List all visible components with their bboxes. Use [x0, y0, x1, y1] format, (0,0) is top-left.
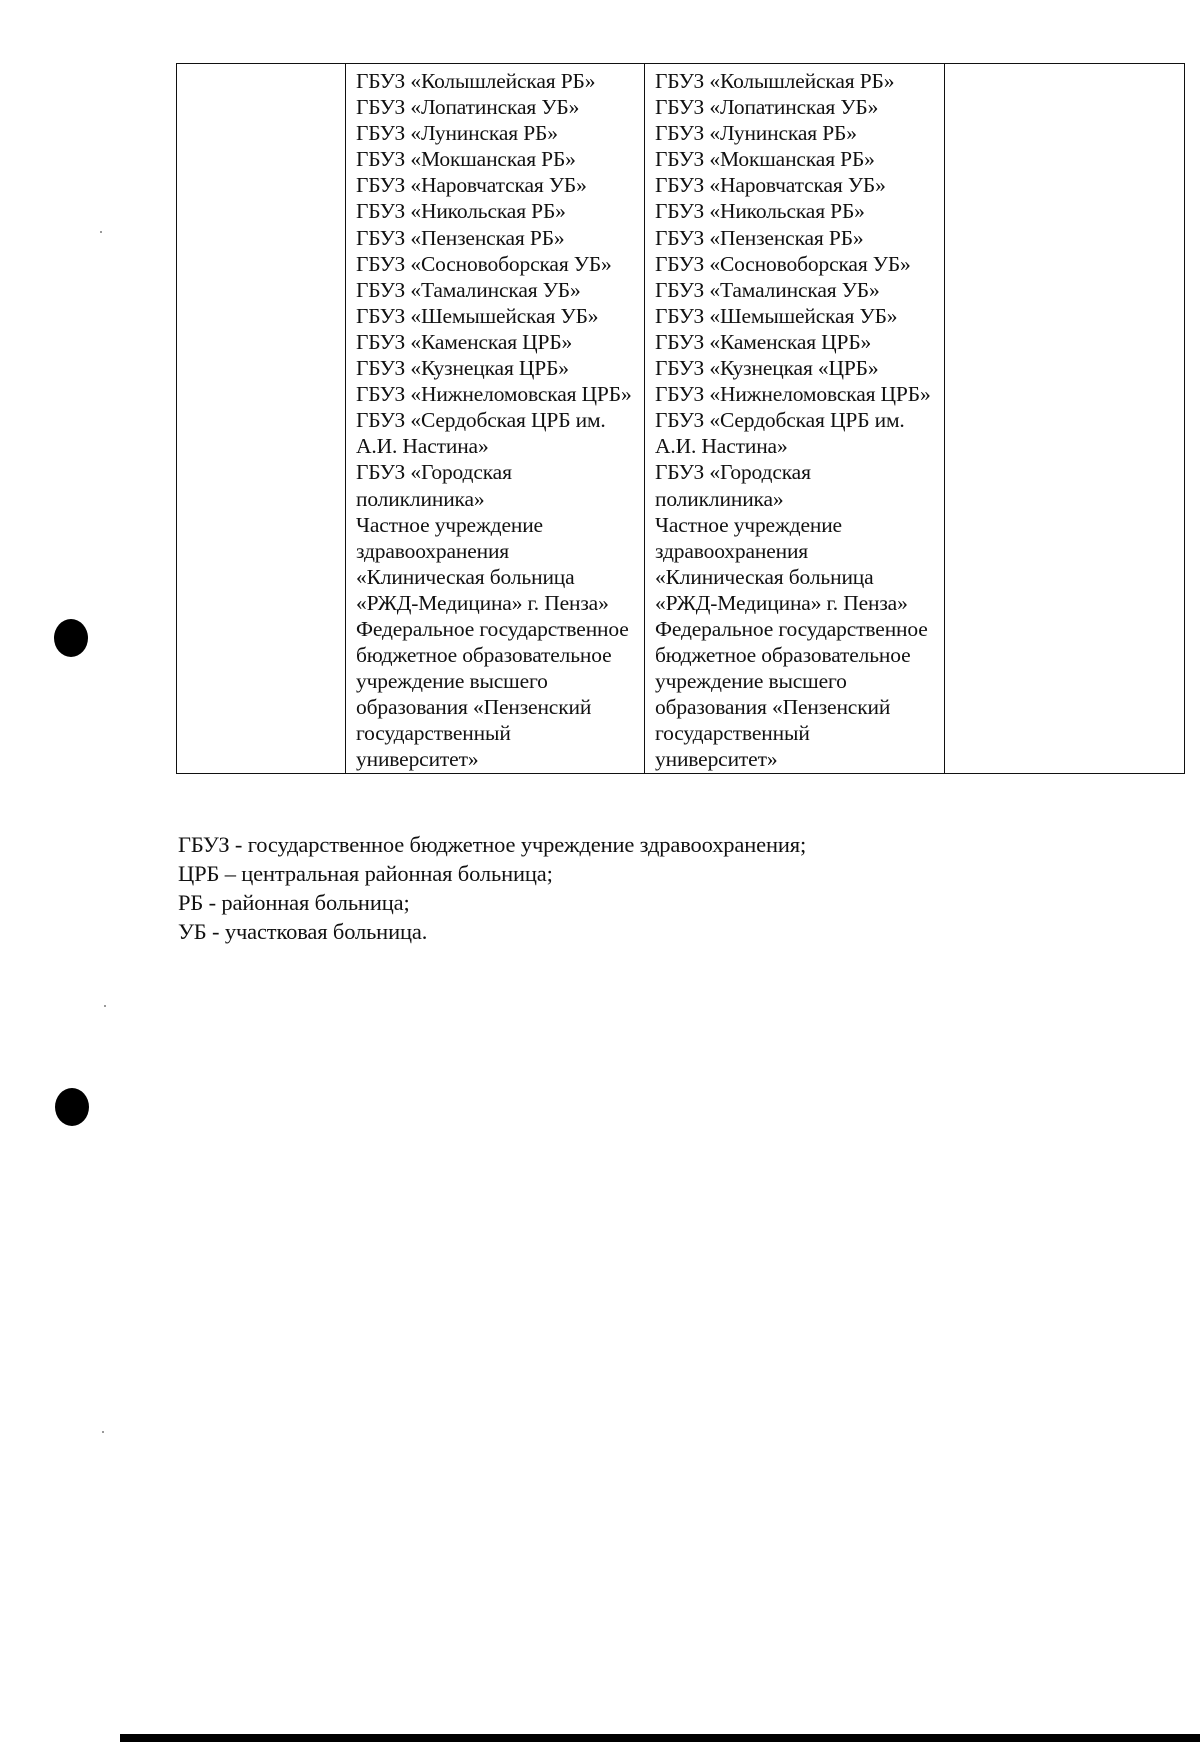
- list-item: Частное учреждение здравоохранения «Клиническая больница «РЖД-Медицина» г. Пенза»: [356, 512, 609, 615]
- list-item: ГБУЗ «Сосновоборская УБ»: [655, 251, 911, 276]
- list-item: ГБУЗ «Лунинская РБ»: [356, 121, 558, 146]
- list-item: ГБУЗ «Лопатинская УБ»: [655, 95, 879, 120]
- list-item: ГБУЗ «Городская поликлиника»: [356, 460, 512, 511]
- list-item: ГБУЗ «Лопатинская УБ»: [356, 95, 580, 120]
- list-item: ГБУЗ «Лунинская РБ»: [655, 121, 857, 146]
- list-item: ГБУЗ «Пензенская РБ»: [356, 225, 565, 250]
- list-item: ГБУЗ «Мокшанская РБ»: [356, 147, 576, 172]
- list-item: ГБУЗ «Шемышейская УБ»: [356, 303, 599, 328]
- list-item: Федеральное государственное бюджетное образовательное учреждение высшего образования «Пензенский государственный университет»: [655, 616, 928, 772]
- scan-speck: [100, 231, 102, 233]
- list-item: ГБУЗ «Тамалинская УБ»: [356, 277, 581, 302]
- list-item: ГБУЗ «Кузнецкая ЦРБ»: [356, 356, 569, 381]
- list-item: ГБУЗ «Городская поликлиника»: [655, 460, 811, 511]
- institutions-table: [176, 63, 1185, 774]
- punch-hole-lower: [55, 1088, 89, 1126]
- list-item: ГБУЗ «Нижнеломовская ЦРБ»: [655, 382, 931, 407]
- list-item: ГБУЗ «Наровчатская УБ»: [655, 173, 886, 198]
- list-item: ГБУЗ «Тамалинская УБ»: [655, 277, 880, 302]
- list-item: ГБУЗ «Каменская ЦРБ»: [356, 329, 573, 354]
- list-item: ГБУЗ «Пензенская РБ»: [655, 225, 864, 250]
- list-item: ГБУЗ «Никольская РБ»: [356, 199, 566, 224]
- legend-line-ub: УБ - участковая больница.: [178, 919, 428, 944]
- table-cell-institutions-2: [645, 64, 945, 774]
- list-item: ГБУЗ «Колышлейская РБ»: [655, 69, 895, 93]
- list-item: ГБУЗ «Никольская РБ»: [655, 199, 865, 224]
- list-item: ГБУЗ «Каменская ЦРБ»: [655, 329, 872, 354]
- abbreviations-legend: [178, 830, 938, 946]
- list-item: ГБУЗ «Кузнецкая «ЦРБ»: [655, 356, 879, 381]
- legend-line-rb: РБ - районная больница;: [178, 890, 410, 915]
- legend-line-crb: ЦРБ – центральная районная больница;: [178, 861, 553, 886]
- list-item: ГБУЗ «Колышлейская РБ»: [356, 69, 596, 93]
- table-row: [177, 64, 1185, 774]
- list-item: Частное учреждение здравоохранения «Клиническая больница «РЖД-Медицина» г. Пенза»: [655, 512, 908, 615]
- list-item: ГБУЗ «Мокшанская РБ»: [655, 147, 875, 172]
- legend-line-gbuz: ГБУЗ - государственное бюджетное учреждение здравоохранения;: [178, 832, 807, 857]
- list-item: ГБУЗ «Шемышейская УБ»: [655, 303, 898, 328]
- table-cell-institutions-1: [346, 64, 645, 774]
- list-item: ГБУЗ «Сердобская ЦРБ им. А.И. Настина»: [655, 408, 905, 459]
- scan-speck: [104, 1005, 106, 1007]
- list-item: ГБУЗ «Сосновоборская УБ»: [356, 251, 612, 276]
- punch-hole-upper: [54, 619, 88, 657]
- list-item: Федеральное государственное бюджетное образовательное учреждение высшего образования «Пензенский государственный университет»: [356, 616, 629, 772]
- scan-speck: [102, 1431, 104, 1433]
- scan-bottom-edge: [120, 1734, 1200, 1742]
- list-item: ГБУЗ «Наровчатская УБ»: [356, 173, 587, 198]
- table-cell-empty-left: [177, 64, 346, 774]
- table-cell-empty-right: [945, 64, 1185, 774]
- list-item: ГБУЗ «Нижнеломовская ЦРБ»: [356, 382, 632, 407]
- list-item: ГБУЗ «Сердобская ЦРБ им. А.И. Настина»: [356, 408, 606, 459]
